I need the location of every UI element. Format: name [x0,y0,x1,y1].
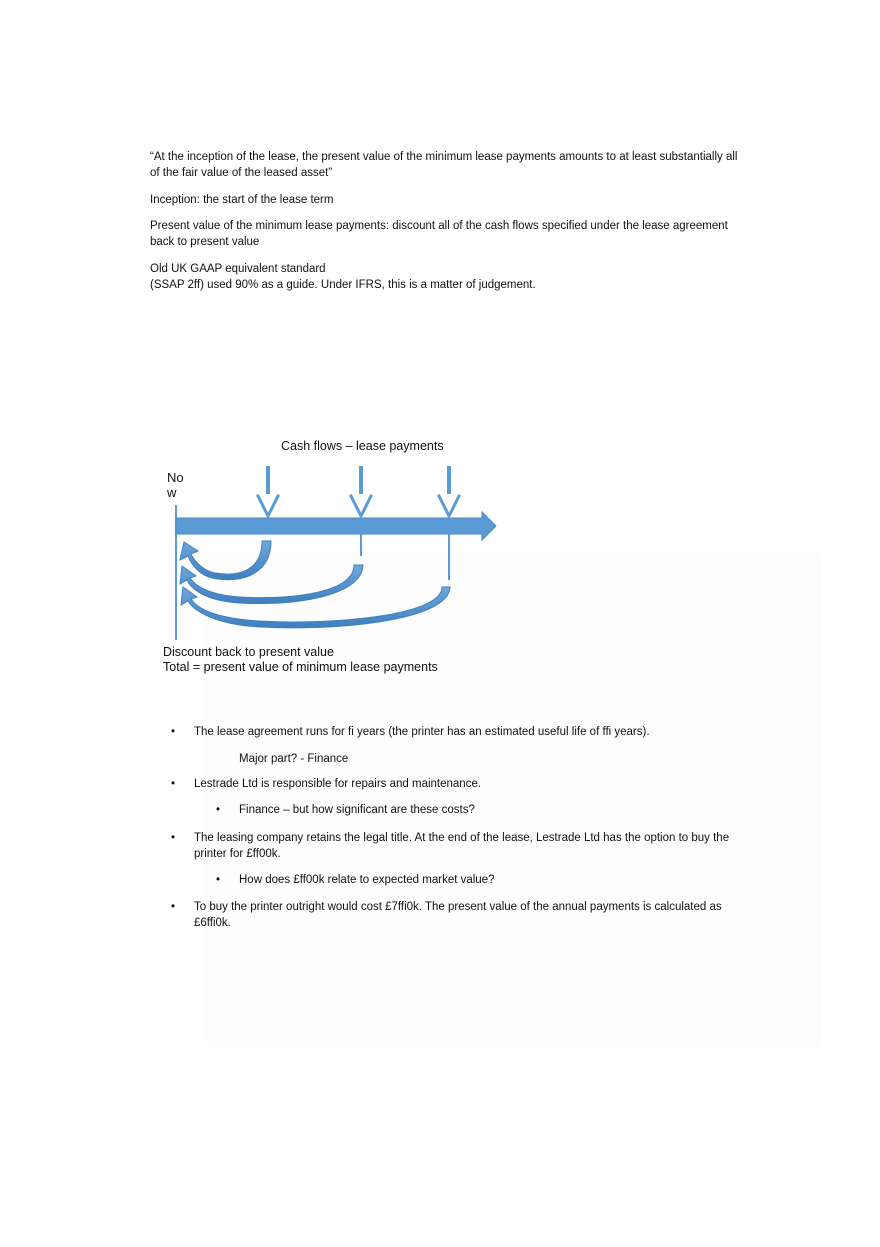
sub-item-finance-costs [216,802,739,818]
diagram-title: Cash flows – lease payments [281,439,444,453]
bullet-dot: • [171,726,176,738]
list-item-lease-term [171,724,739,740]
discount-line2: Total = present value of minimum lease payments [163,660,438,674]
sub-item-market-value [216,872,739,888]
note-major-part: Major part? - Finance [239,753,349,765]
list-item-text: The leasing company retains the legal title. At the end of the lease, Lestrade Ltd has the option to buy the printer for £ff00k. [194,832,730,860]
list-item-text: The lease agreement runs for fi years (the printer has an estimated useful life of ffi years). [194,726,650,738]
list-item-text: To buy the printer outright would cost £7ffi0k. The present value of the annual payments is calculated as £6ffi0k. [194,901,722,929]
old-uk-gaap-line1: Old UK GAAP equivalent standard [150,263,326,275]
list-item-text: Lestrade Ltd is responsible for repairs and maintenance. [194,778,482,790]
bullet-dot: • [171,901,176,913]
bullet-dot: • [216,804,221,816]
list-item-legal-title [171,830,739,862]
inception-definition: Inception: the start of the lease term [150,194,334,206]
payment-arrow-2 [351,468,371,516]
payment-arrow-1 [258,468,278,516]
list-item-text: How does £ff00k relate to expected market value? [239,874,495,886]
now-label: Now [167,470,184,500]
payment-arrow-3 [439,468,459,516]
list-item-repairs [171,776,739,792]
bullet-dot: • [216,874,221,886]
list-item-text: Finance – but how significant are these costs? [239,804,475,816]
list-item-outright-cost [171,899,739,931]
bullet-dot: • [171,832,176,844]
bullet-dot: • [171,778,176,790]
definition-quote: “At the inception of the lease, the present value of the minimum lease payments amounts to at least substantially all of the fair value of the leased asset” [150,151,738,179]
present-value-definition: Present value of the minimum lease payments: discount all of the cash flows specified under the lease agreement back to present value [150,220,728,248]
discount-caption [163,645,438,675]
old-uk-gaap-line2: (SSAP 2ff) used 90% as a guide. Under IFRS, this is a matter of judgement. [150,279,536,291]
discount-line1: Discount back to present value [163,645,334,659]
